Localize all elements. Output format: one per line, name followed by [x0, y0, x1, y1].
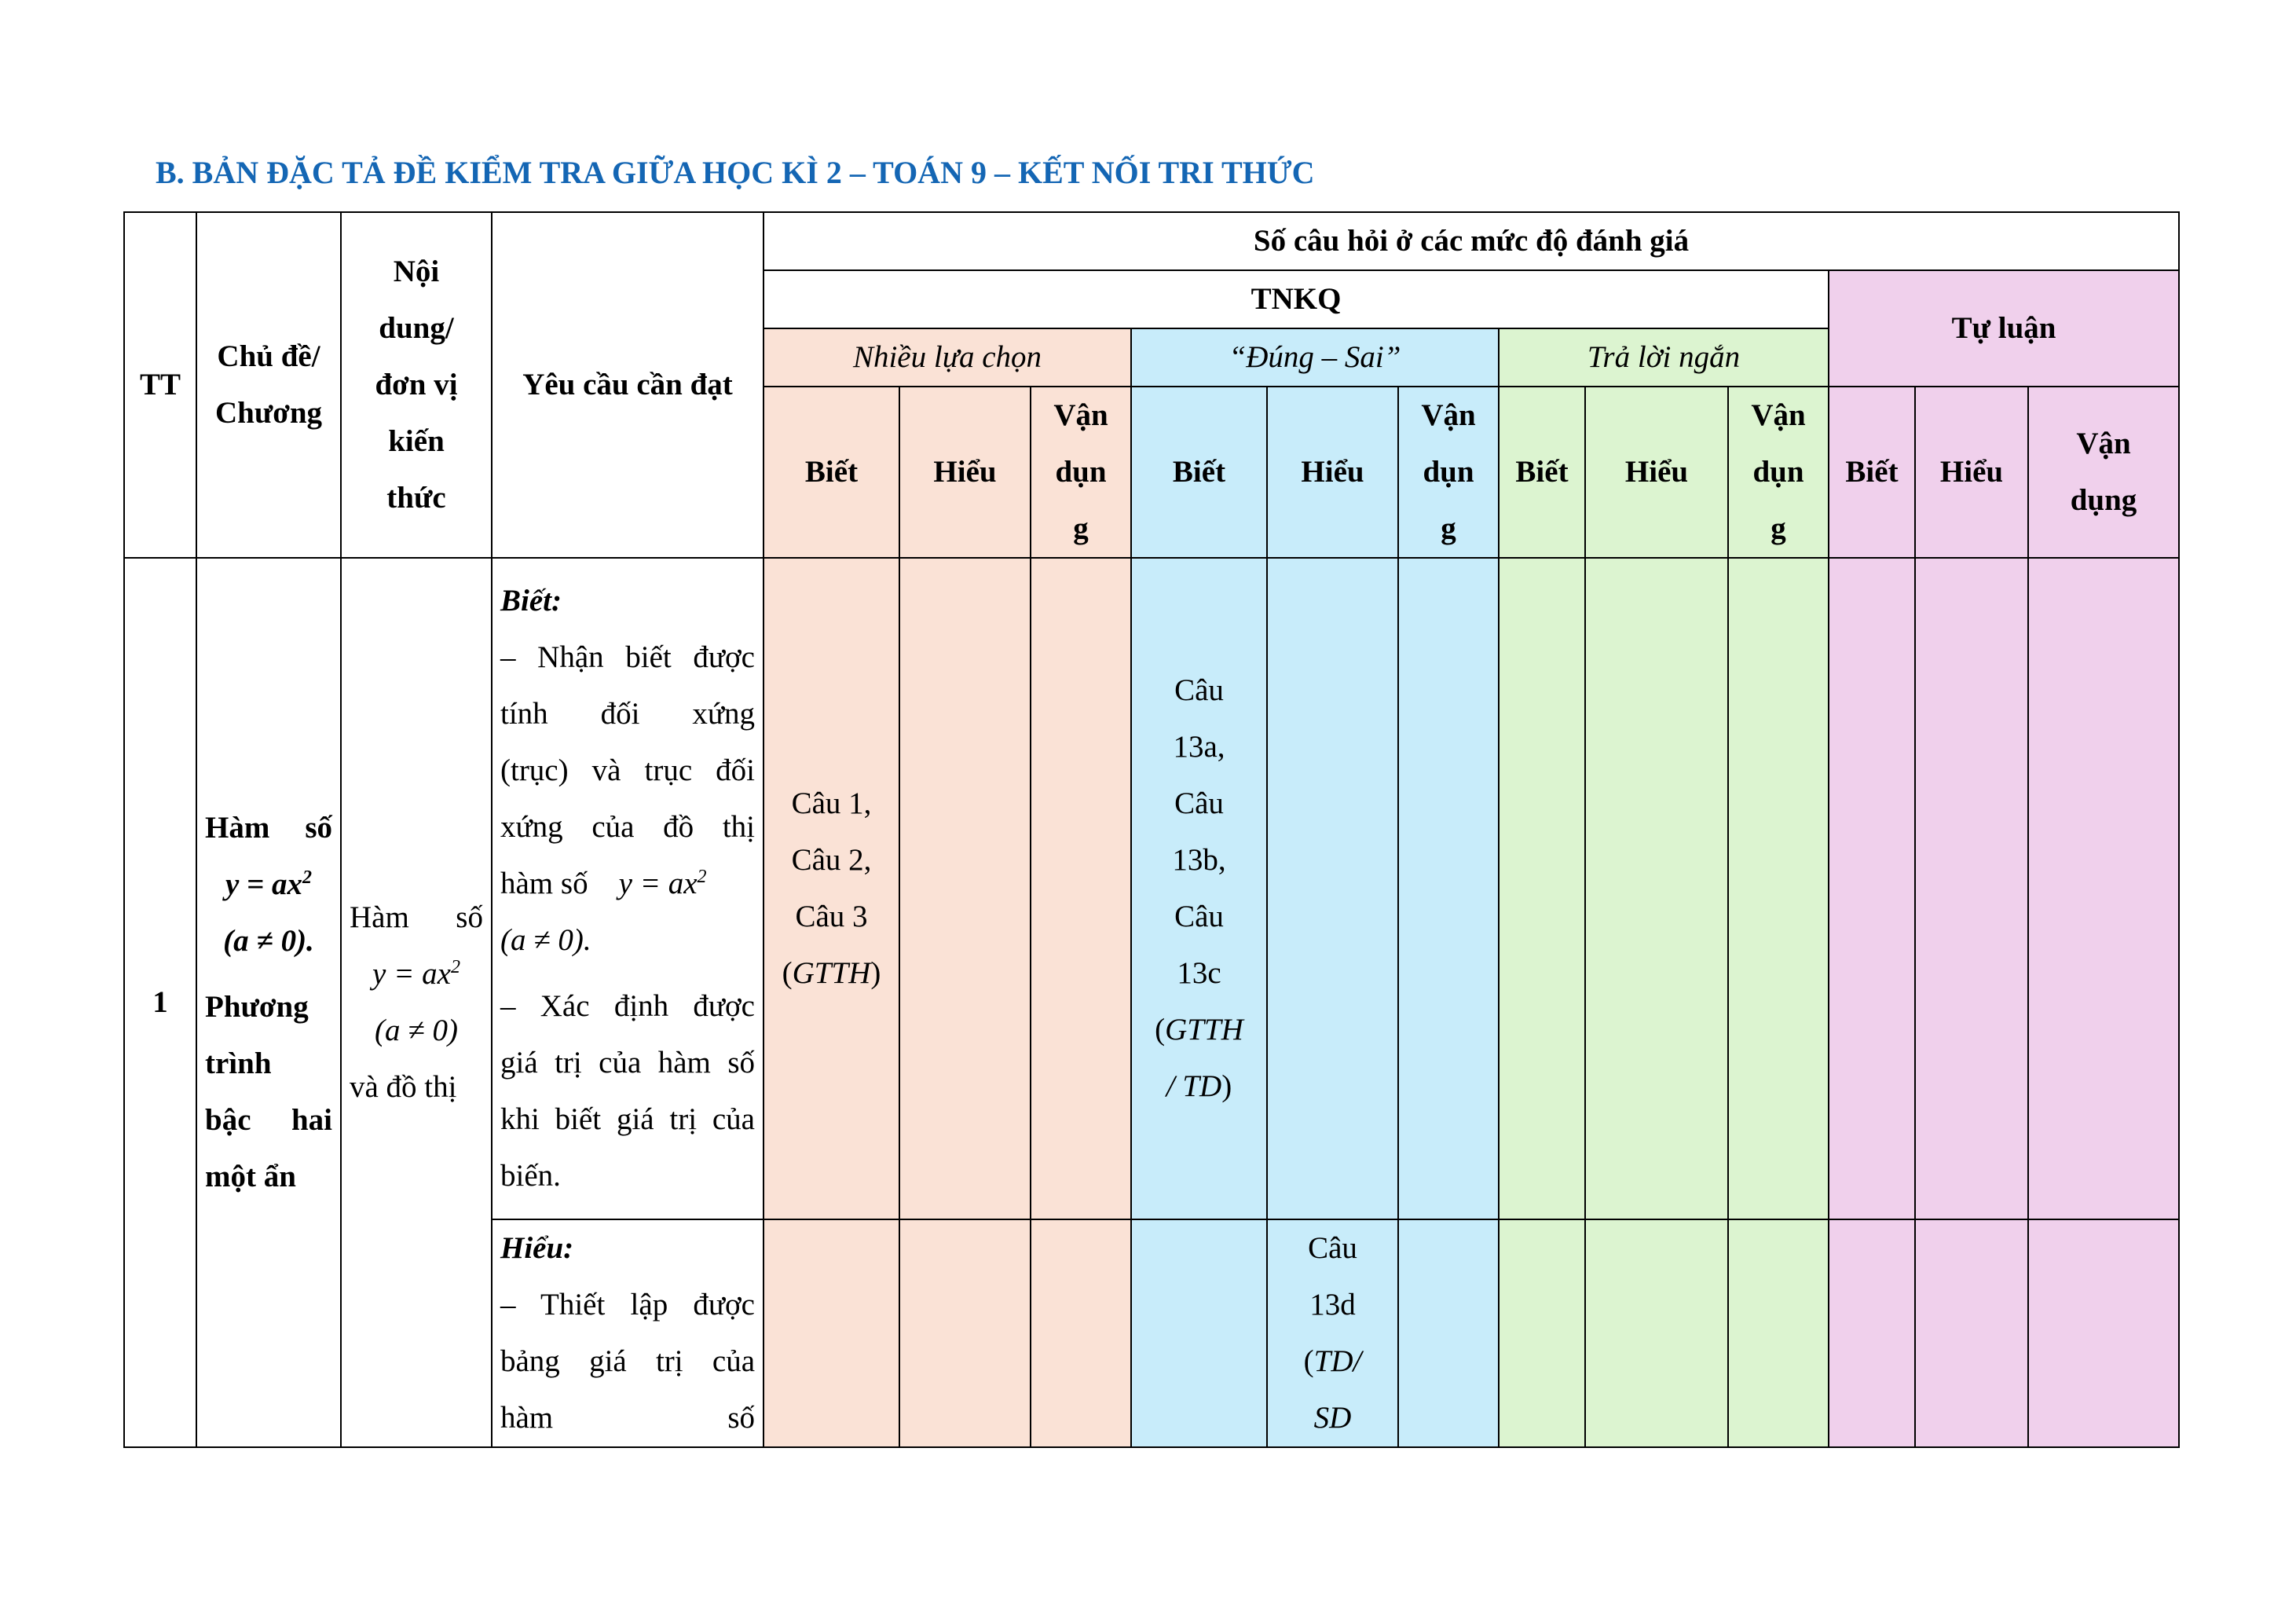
know-essay-know	[1829, 558, 1915, 1219]
understand-sa-apply	[1728, 1219, 1829, 1447]
know-mcq-know: Câu 1, Câu 2, Câu 3 (GTTH)	[764, 558, 899, 1219]
header-row-1	[124, 212, 2179, 270]
understand-essay-apply	[2028, 1219, 2179, 1447]
row-tt: 1	[124, 558, 196, 1447]
row-content: Hàm số $y = ax^2$ (a ≠ 0) và đồ thị	[341, 558, 492, 1447]
understand-mcq-apply	[1031, 1219, 1131, 1447]
header-essay: Tự luận	[1829, 270, 2179, 387]
header-mcq: Nhiều lựa chọn	[764, 328, 1131, 387]
header-requirement: Yêu cầu cần đạt	[492, 212, 764, 558]
math-y-ax2: $y = ax^2$	[225, 867, 313, 901]
essay-apply-header: Vận dụng	[2028, 387, 2179, 558]
know-essay-apply	[2028, 558, 2179, 1219]
header-true-false: “Đúng – Sai”	[1131, 328, 1499, 387]
know-sa-know	[1499, 558, 1585, 1219]
mcq-apply-header: Vận dụn g	[1031, 387, 1131, 558]
tf-apply-header: Vận dụn g	[1398, 387, 1499, 558]
header-tnkq: TNKQ	[764, 270, 1829, 328]
table-row-know	[124, 558, 2179, 1219]
know-mcq-understand	[899, 558, 1031, 1219]
header-short-answer: Trả lời ngắn	[1499, 328, 1829, 387]
tf-understand-header: Hiểu	[1267, 387, 1398, 558]
know-sa-understand	[1585, 558, 1728, 1219]
tf-know-header: Biết	[1131, 387, 1267, 558]
sa-know-header: Biết	[1499, 387, 1585, 558]
mcq-know-header: Biết	[764, 387, 899, 558]
math-y-ax2: $y = ax^2$	[372, 957, 460, 991]
know-requirement: Biết: – Nhận biết được tính đối xứng (trục) và trục đối xứng của đồ thị hàm số $y = ax^2$ (a ≠ 0). – Xác định được giá trị của hàm số khi biết giá trị của biến.	[492, 558, 764, 1219]
understand-essay-understand	[1915, 1219, 2028, 1447]
know-tf-understand	[1267, 558, 1398, 1219]
sa-apply-header: Vận dụn g	[1728, 387, 1829, 558]
understand-heading: Hiểu:	[500, 1231, 574, 1265]
specification-table	[123, 211, 2180, 1448]
essay-know-header: Biết	[1829, 387, 1915, 558]
understand-essay-know	[1829, 1219, 1915, 1447]
understand-sa-know	[1499, 1219, 1585, 1447]
understand-mcq-understand	[899, 1219, 1031, 1447]
know-tf-know: Câu 13a, Câu 13b, Câu 13c (GTTH / TD)	[1131, 558, 1267, 1219]
header-content: Nội dung/ đơn vị kiến thức	[341, 212, 492, 558]
know-mcq-apply	[1031, 558, 1131, 1219]
know-heading: Biết:	[500, 584, 562, 618]
page-title: B. BẢN ĐẶC TẢ ĐỀ KIỂM TRA GIỮA HỌC KÌ 2 – TOÁN 9 – KẾT NỐI TRI THỨC	[156, 155, 1315, 190]
understand-sa-understand	[1585, 1219, 1728, 1447]
row-chapter: Hàm số $y = ax^2$ (a ≠ 0). Phương trình bậc hai một ẩn	[196, 558, 341, 1447]
understand-mcq-know	[764, 1219, 899, 1447]
header-levels: Số câu hỏi ở các mức độ đánh giá	[764, 212, 2179, 270]
sa-understand-header: Hiểu	[1585, 387, 1728, 558]
understand-tf-understand: Câu 13d (TD/ SD	[1267, 1219, 1398, 1447]
understand-tf-apply	[1398, 1219, 1499, 1447]
know-tf-apply	[1398, 558, 1499, 1219]
header-chapter: Chủ đề/ Chương	[196, 212, 341, 558]
understand-requirement: Hiểu: – Thiết lập được bảng giá trị của hàm số	[492, 1219, 764, 1447]
header-tt: TT	[124, 212, 196, 558]
know-sa-apply	[1728, 558, 1829, 1219]
mcq-understand-header: Hiểu	[899, 387, 1031, 558]
understand-tf-know	[1131, 1219, 1267, 1447]
know-essay-understand	[1915, 558, 2028, 1219]
essay-understand-header: Hiểu	[1915, 387, 2028, 558]
